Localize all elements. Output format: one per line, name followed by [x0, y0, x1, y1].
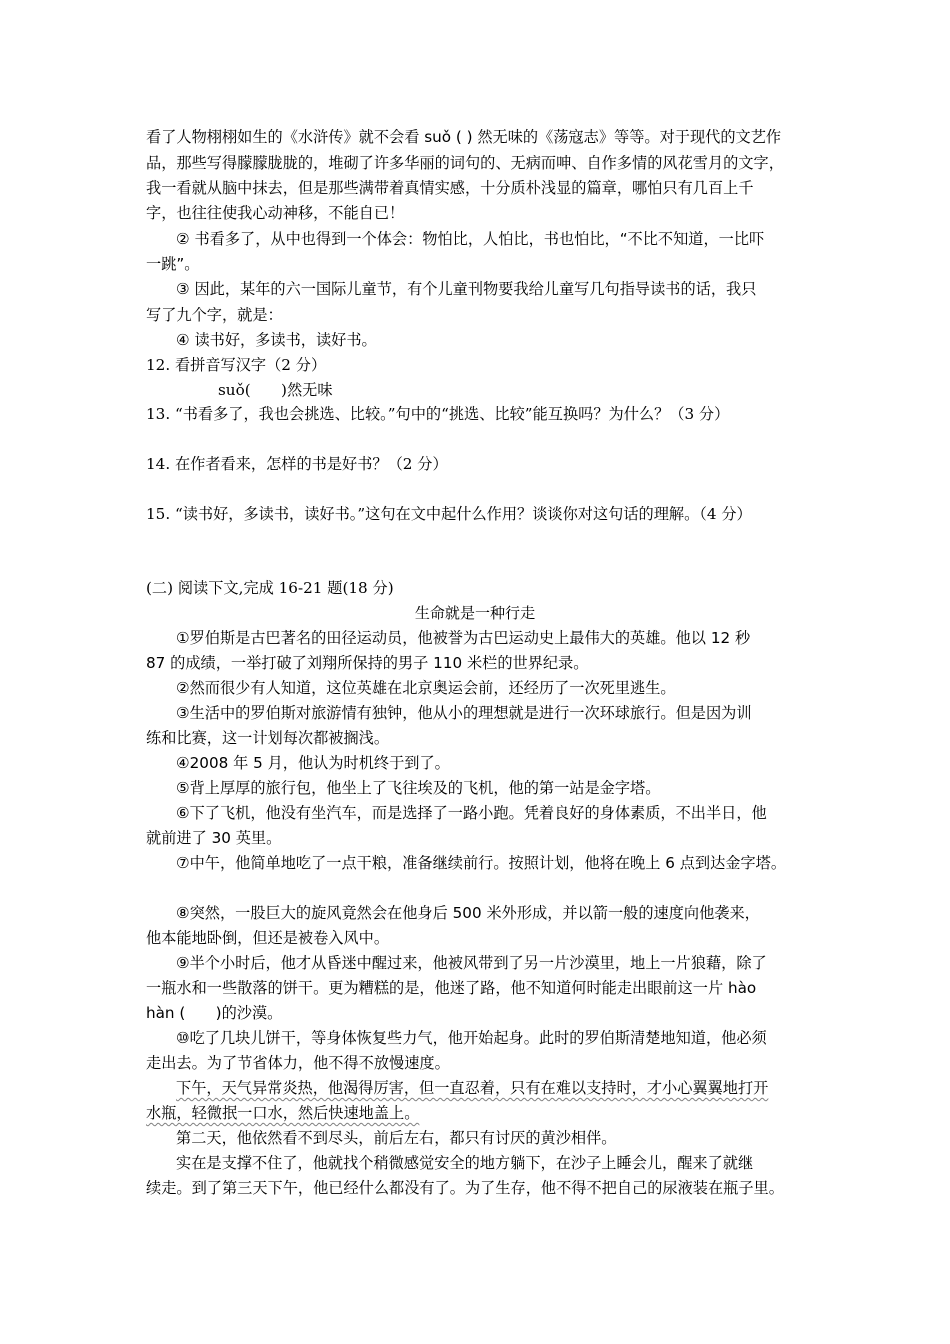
passage1-line-1: 看了人物栩栩如生的《水浒传》就不会看 suǒ ( ) 然无味的《荡寇志》等等。对于现代的文艺作	[146, 128, 782, 146]
section2-line-9: 就前进了 30 英里。	[146, 829, 282, 847]
section2-line-2: 87 的成绩，一举打破了刘翔所保持的男子 110 米栏的世界纪录。	[146, 654, 589, 672]
section2-line-1: ①罗伯斯是古巴著名的田径运动员，他被誉为古巴运动史上最伟大的英雄。他以 12 秒	[176, 629, 751, 647]
section2-line-13: ⑨半个小时后，他才从昏迷中醒过来，他被风带到了另一片沙漠里，地上一片狼藉，除了	[176, 954, 767, 972]
section2-line-17: 走出去。为了节省体力，他不得不放慢速度。	[146, 1054, 450, 1072]
section2-line-12: 他本能地卧倒，但还是被卷入风中。	[146, 929, 389, 947]
section2-line-16: ⑩吃了几块儿饼干，等身体恢复些力气，他开始起身。此时的罗伯斯清楚地知道，他必须	[176, 1029, 767, 1047]
section2-title: 生命就是一种行走	[414, 604, 536, 622]
question-12-item: suǒ( )然无味	[218, 381, 333, 399]
passage1-line-3: 我一看就从脑中抹去，但是那些满带着真情实感，十分质朴浅显的篇章，哪怕只有几百上千	[146, 179, 754, 197]
passage1-line-6: 一跳”。	[146, 255, 200, 273]
passage1-line-8: 写了九个字，就是：	[146, 306, 283, 324]
section2-line-14: 一瓶水和一些散落的饼干。更为糟糕的是，他迷了路，他不知道何时能走出眼前这一片 hào	[146, 979, 757, 997]
section2-line-8: ⑥下了飞机，他没有坐汽车，而是选择了一路小跑。凭着良好的身体素质，不出半日，他	[176, 804, 767, 822]
section2-heading: (二) 阅读下文,完成 16-21 题(18 分)	[146, 579, 394, 597]
section2-line-15: hàn ( )的沙漠。	[146, 1004, 283, 1022]
section2-line-11: ⑧突然，一股巨大的旋风竟然会在他身后 500 米外形成，并以箭一般的速度向他袭来，	[176, 904, 760, 922]
passage1-line-9: ④ 读书好，多读书，读好书。	[176, 331, 377, 349]
section2-line-5: 练和比赛，这一计划每次都被搁浅。	[146, 729, 389, 747]
section2-line-10: ⑦中午，他简单地吃了一点干粮，准备继续前行。按照计划，他将在晚上 6 点到达金字塔。	[176, 854, 787, 872]
question-13: 13. “书看多了，我也会挑选、比较。”句中的“挑选、比较”能互换吗？为什么？（3 分）	[146, 405, 730, 423]
section2-line-20: 第二天，他依然看不到尽头，前后左右，都只有讨厌的黄沙相伴。	[176, 1129, 617, 1147]
question-14: 14. 在作者看来，怎样的书是好书？（2 分）	[146, 455, 448, 473]
section2-line-3: ②然而很少有人知道，这位英雄在北京奥运会前，还经历了一次死里逃生。	[176, 679, 676, 697]
section2-line-7: ⑤背上厚厚的旅行包，他坐上了飞往埃及的飞机，他的第一站是金字塔。	[176, 779, 661, 797]
passage1-line-5: ② 书看多了，从中也得到一个体会：物怕比，人怕比，书也怕比，“不比不知道，一比吓	[176, 230, 765, 248]
question-12: 12. 看拼音写汉字（2 分）	[146, 356, 327, 374]
section2-line-19-underlined: 水瓶，轻微抿一口水，然后快速地盖上。	[146, 1104, 420, 1122]
section2-line-4: ③生活中的罗伯斯对旅游情有独钟，他从小的理想就是进行一次环球旅行。但是因为训	[176, 704, 752, 722]
section2-line-6: ④2008 年 5 月，他认为时机终于到了。	[176, 754, 450, 772]
passage1-line-2: 品，那些写得朦朦胧胧的，堆砌了许多华丽的词句的、无病而呻、自作多情的风花雪月的文字，	[146, 154, 784, 172]
passage1-line-4: 字，也往往使我心动神移，不能自已！	[146, 204, 405, 222]
question-15: 15. “读书好，多读书，读好书。”这句在文中起什么作用？谈谈你对这句话的理解。（4 分）	[146, 505, 752, 523]
section2-line-21: 实在是支撑不住了，他就找个稍微感觉安全的地方躺下，在沙子上睡会儿，醒来了就继	[176, 1154, 754, 1172]
section2-line-18-underlined: 下午，天气异常炎热，他渴得厉害，但一直忍着，只有在难以支持时，才小心翼翼地打开	[176, 1079, 769, 1097]
passage1-line-7: ③ 因此，某年的六一国际儿童节，有个儿童刊物要我给儿童写几句指导读书的话，我只	[176, 280, 757, 298]
section2-line-22: 续走。到了第三天下午，他已经什么都没有了。为了生存，他不得不把自己的尿液装在瓶子里。	[146, 1179, 784, 1197]
